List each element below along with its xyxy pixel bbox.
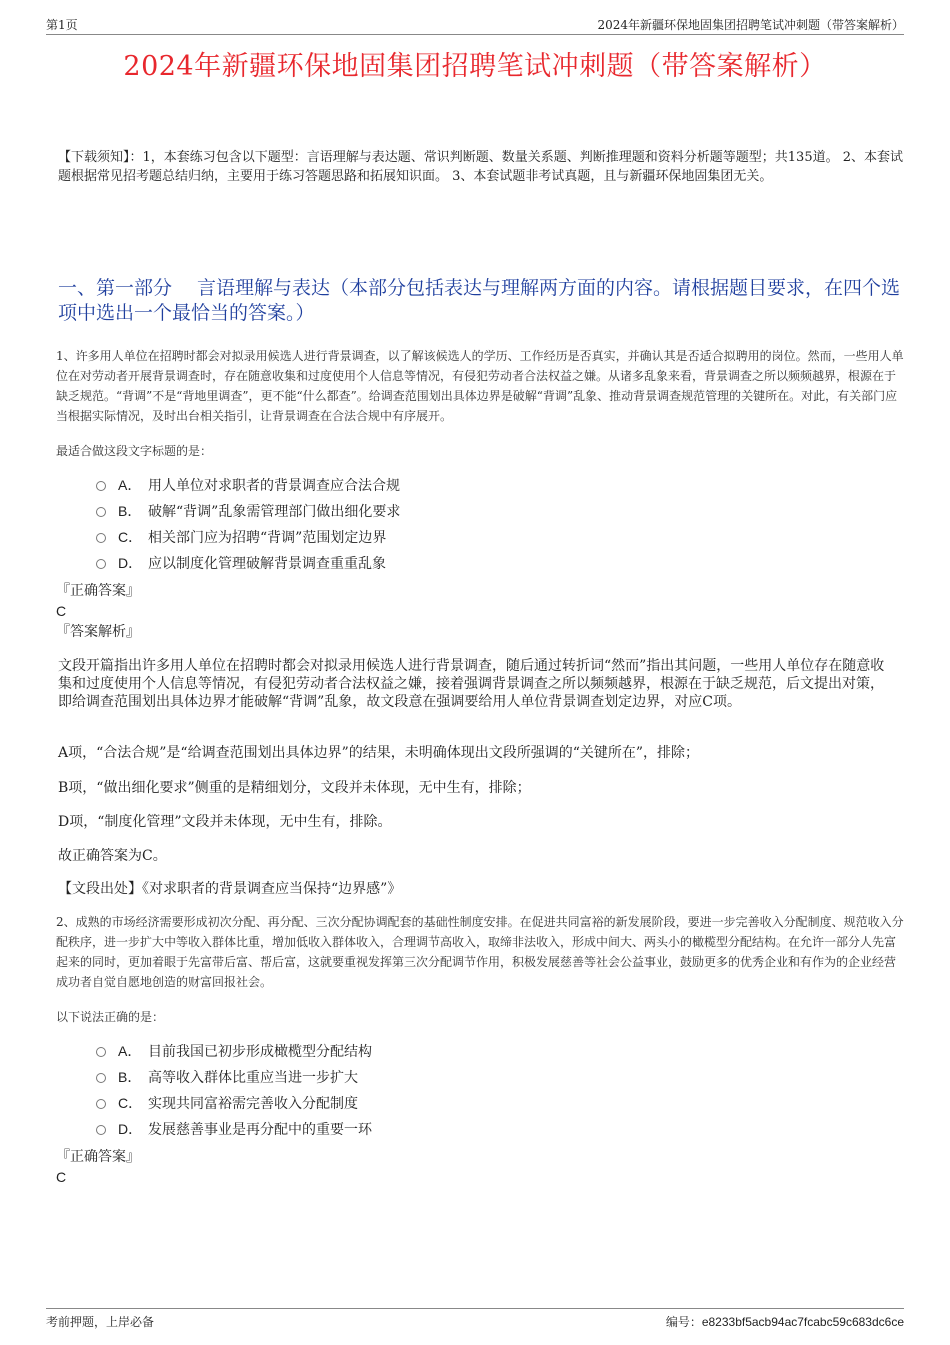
question-2-prompt: 以下说法正确的是： bbox=[56, 1010, 165, 1024]
download-notice: 【下载须知】：1，本套练习包含以下题型：言语理解与表达题、常识判断题、数量关系题、判断推理题和资料分析题等题型；共135道。 2、本套试题根据常见招考题总结归纳，主要用于练习答题思路和拓展知识面。 3、本套试题非考试真题，且与新疆环保地固集团无关。 bbox=[58, 150, 903, 184]
question-1-answer-label: 『正确答案』 bbox=[56, 583, 140, 599]
question-2-answer: C bbox=[56, 1169, 67, 1185]
option-text: 相关部门应为招聘“背调”范围划定边界 bbox=[148, 530, 387, 546]
option-text: 高等收入群体比重应当进一步扩大 bbox=[148, 1070, 358, 1086]
question-2-option-c[interactable]: C． 实现共同富裕需完善收入分配制度 bbox=[96, 1090, 372, 1116]
header-doc-title: 2024年新疆环保地固集团招聘笔试冲刺题（带答案解析） bbox=[597, 18, 904, 32]
question-1-source: 【文段出处】《对求职者的背景调查应当保持“边界感”》 bbox=[58, 881, 402, 897]
question-2-option-b[interactable]: B． 高等收入群体比重应当进一步扩大 bbox=[96, 1064, 372, 1090]
page-number: 第1页 bbox=[46, 18, 78, 32]
option-text: 目前我国已初步形成橄榄型分配结构 bbox=[148, 1044, 372, 1060]
section-title: 一、第一部分 言语理解与表达（本部分包括表达与理解两方面的内容。请根据题目要求，在四个选项中选出一个最恰当的答案。） bbox=[58, 277, 901, 324]
question-1-analysis-label: 『答案解析』 bbox=[56, 624, 140, 640]
radio-icon[interactable] bbox=[96, 1073, 106, 1083]
option-text: 用人单位对求职者的背景调查应合法合规 bbox=[148, 478, 400, 494]
footer-code-label: 编号： bbox=[665, 1315, 702, 1329]
footer-slogan: 考前押题，上岸必备 bbox=[46, 1315, 155, 1329]
question-1-analysis-p3: B项，“做出细化要求”侧重的是精细划分，文段并未体现，无中生有，排除； bbox=[58, 780, 531, 796]
option-text: 发展慈善事业是再分配中的重要一环 bbox=[148, 1122, 372, 1138]
radio-icon[interactable] bbox=[96, 1047, 106, 1057]
radio-icon[interactable] bbox=[96, 533, 106, 543]
question-1-option-d[interactable]: D． 应以制度化管理破解背景调查重重乱象 bbox=[96, 550, 400, 576]
option-text: 实现共同富裕需完善收入分配制度 bbox=[148, 1096, 358, 1112]
question-1-analysis-p2: A项，“合法合规”是“给调查范围划出具体边界”的结果，未明确体现出文段所强调的“关键所在”，排除； bbox=[58, 745, 700, 761]
question-1-analysis-p5: 故正确答案为C。 bbox=[58, 848, 167, 864]
question-2-options bbox=[96, 1038, 372, 1142]
question-1-answer: C bbox=[56, 603, 67, 619]
question-1-analysis-p1: 文段开篇指出许多用人单位在招聘时都会对拟录用候选人进行背景调查，随后通过转折词“然而”指出其问题，一些用人单位存在随意收集和过度使用个人信息等情况，有侵犯劳动者合法权益之嫌，接着强调背景调查之所以频频越界，根源在于缺乏规范，后文提出对策，即给调查范围划出具体边界才能破解“背调”乱象，故文段意在强调要给用人单位背景调查划定边界，对应C项。 bbox=[58, 658, 885, 710]
radio-icon[interactable] bbox=[96, 481, 106, 491]
question-1-option-c[interactable]: C． 相关部门应为招聘“背调”范围划定边界 bbox=[96, 524, 400, 550]
page-header bbox=[46, 14, 904, 35]
question-1-analysis-p4: D项，“制度化管理”文段并未体现，无中生有，排除。 bbox=[58, 814, 392, 830]
option-text: 应以制度化管理破解背景调查重重乱象 bbox=[148, 556, 386, 572]
radio-icon[interactable] bbox=[96, 559, 106, 569]
footer-code-block bbox=[666, 1313, 904, 1330]
footer-code: e8233bf5acb94ac7fcabc59c683dc6ce bbox=[701, 1315, 904, 1329]
question-2-answer-label: 『正确答案』 bbox=[56, 1149, 140, 1165]
document-title: 2024年新疆环保地固集团招聘笔试冲刺题（带答案解析） bbox=[123, 51, 827, 82]
question-2-option-d[interactable]: D． 发展慈善事业是再分配中的重要一环 bbox=[96, 1116, 372, 1142]
question-1-text: 1、许多用人单位在招聘时都会对拟录用候选人进行背景调查，以了解该候选人的学历、工作经历是否真实，并确认其是否适合拟聘用的岗位。然而，一些用人单位在对劳动者开展背景调查时，存在随意收集和过度使用个人信息等情况，有侵犯劳动者合法权益之嫌。从诸多乱象来看，背景调查之所以频频越界，根源在于缺乏规范。“背调”不是“背地里调查”，更不能“什么都查”。给调查范围划出具体边界是破解“背调”乱象、推动背景调查规范管理的关键所在。对此，有关部门应当根据实际情况，及时出台相关指引，让背景调查在合法合规中有序展开。 bbox=[56, 349, 904, 423]
option-text: 破解“背调”乱象需管理部门做出细化要求 bbox=[148, 504, 401, 520]
question-2-option-a[interactable]: A． 目前我国已初步形成橄榄型分配结构 bbox=[96, 1038, 372, 1064]
question-2-text: 2、成熟的市场经济需要形成初次分配、再分配、三次分配协调配套的基础性制度安排。在促进共同富裕的新发展阶段，要进一步完善收入分配制度、规范收入分配秩序，进一步扩大中等收入群体比重，增加低收入群体收入，合理调节高收入，取缔非法收入，形成中间大、两头小的橄榄型分配结构。在允许一部分人先富起来的同时，更加着眼于先富带后富、帮后富，这就要重视发挥第三次分配调节作用，积极发展慈善等社会公益事业，鼓励更多的优秀企业和有作为的企业经营成功者自觉自愿地创造的财富回报社会。 bbox=[56, 915, 904, 989]
radio-icon[interactable] bbox=[96, 507, 106, 517]
radio-icon[interactable] bbox=[96, 1125, 106, 1135]
page-footer bbox=[46, 1308, 904, 1331]
question-1-option-b[interactable]: B． 破解“背调”乱象需管理部门做出细化要求 bbox=[96, 498, 400, 524]
question-1-prompt: 最适合做这段文字标题的是： bbox=[56, 444, 213, 458]
question-1-options bbox=[96, 472, 400, 576]
radio-icon[interactable] bbox=[96, 1099, 106, 1109]
question-1-option-a[interactable]: A． 用人单位对求职者的背景调查应合法合规 bbox=[96, 472, 400, 498]
